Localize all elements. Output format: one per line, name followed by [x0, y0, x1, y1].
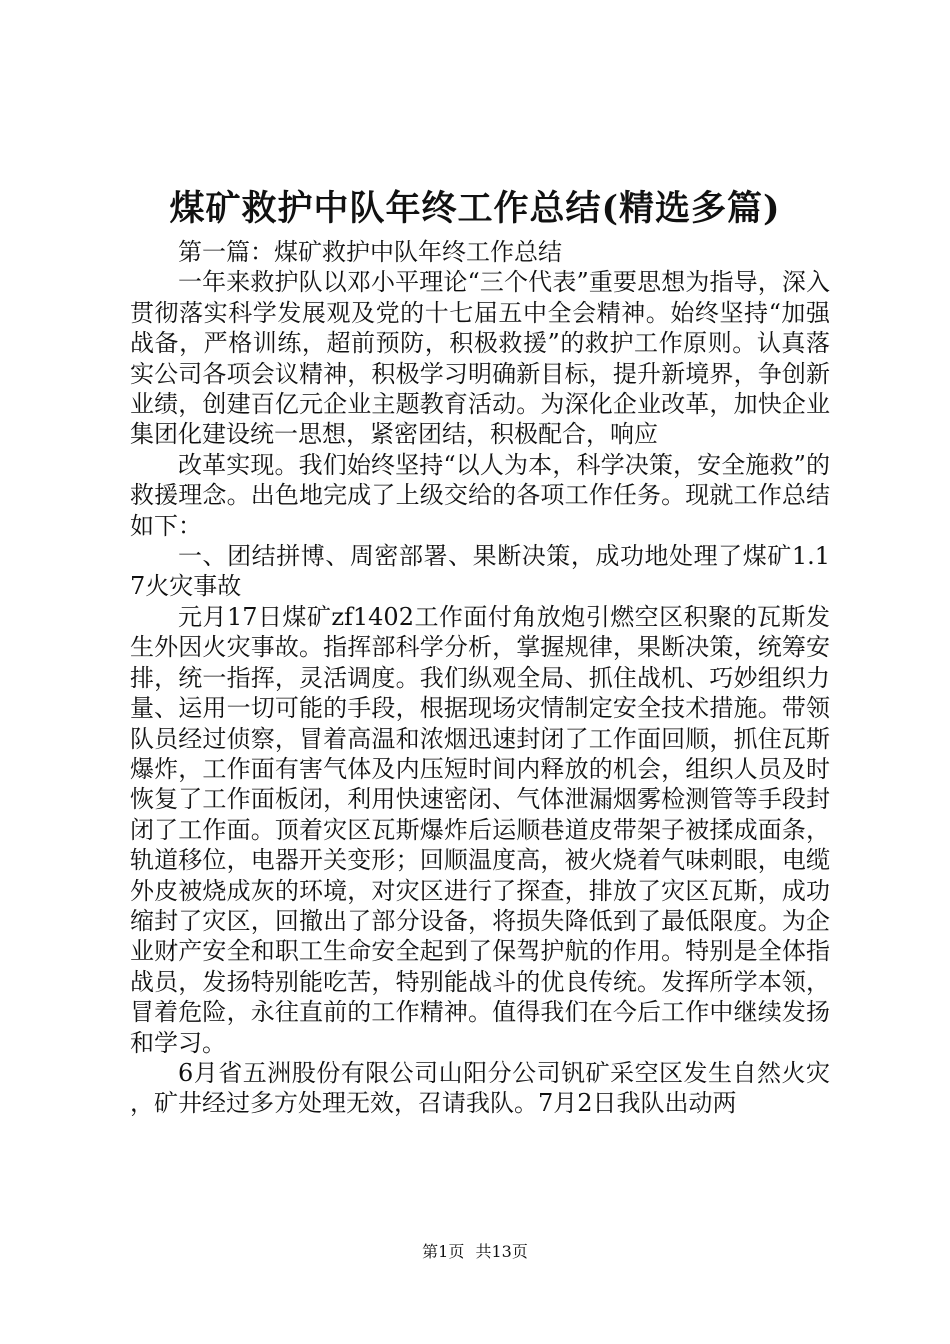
paragraph: 6月省五洲股份有限公司山阳分公司钒矿采空区发生自然火灾，矿井经过多方处理无效，召请我队。7月2日我队出动两 — [130, 1058, 830, 1118]
page-number: 第1页 — [422, 1242, 465, 1261]
section-heading: 第一篇：煤矿救护中队年终工作总结 — [178, 238, 562, 266]
document-title: 煤矿救护中队年终工作总结(精选多篇) — [169, 188, 781, 229]
document-body — [130, 237, 830, 1119]
page-footer — [0, 1240, 950, 1264]
paragraph: 一年来救护队以邓小平理论“三个代表”重要思想为指导，深入贯彻落实科学发展观及党的十七届五中全会精神。始终坚持“加强战备，严格训练，超前预防，积极救援”的救护工作原则。认真落实公司各项会议精神，积极学习明确新目标，提升新境界，争创新业绩，创建百亿元企业主题教育活动。为深化企业改革，加快企业集团化建设统一思想，紧密团结，积极配合，响应 — [130, 268, 830, 449]
page-total: 共13页 — [475, 1242, 528, 1261]
paragraph: 元月17日煤矿zf1402工作面付角放炮引燃空区积聚的瓦斯发生外因火灾事故。指挥部科学分析，掌握规律，果断决策，统筹安排，统一指挥，灵活调度。我们纵观全局、抓住战机、巧妙组织力量、运用一切可能的手段，根据现场灾情制定安全技术措施。带领队员经过侦察，冒着高温和浓烟迅速封闭了工作面回顺，抓住瓦斯爆炸，工作面有害气体及内压短时间内释放的机会，组织人员及时恢复了工作面板闭，利用快速密闭、气体泄漏烟雾检测管等手段封闭了工作面。顶着灾区瓦斯爆炸后运顺巷道皮带架子被揉成面条，轨道移位，电器开关变形；回顺温度高，被火烧着气味刺眼，电缆外皮被烧成灰的环境，对灾区进行了探查，排放了灾区瓦斯，成功缩封了灾区，回撤出了部分设备，将损失降低到了最低限度。为企业财产安全和职工生命安全起到了保驾护航的作用。特别是全体指战员，发扬特别能吃苦，特别能战斗的优良传统。发挥所学本领，冒着危险，永往直前的工作精神。值得我们在今后工作中继续发扬和学习。 — [130, 602, 830, 1057]
subsection-heading: 一、团结拼博、周密部署、果断决策，成功地处理了煤矿1.17火灾事故 — [130, 542, 830, 601]
paragraph: 改革实现。我们始终坚持“以人为本，科学决策，安全施救”的救援理念。出色地完成了上级交给的各项工作任务。现就工作总结如下： — [130, 450, 830, 540]
